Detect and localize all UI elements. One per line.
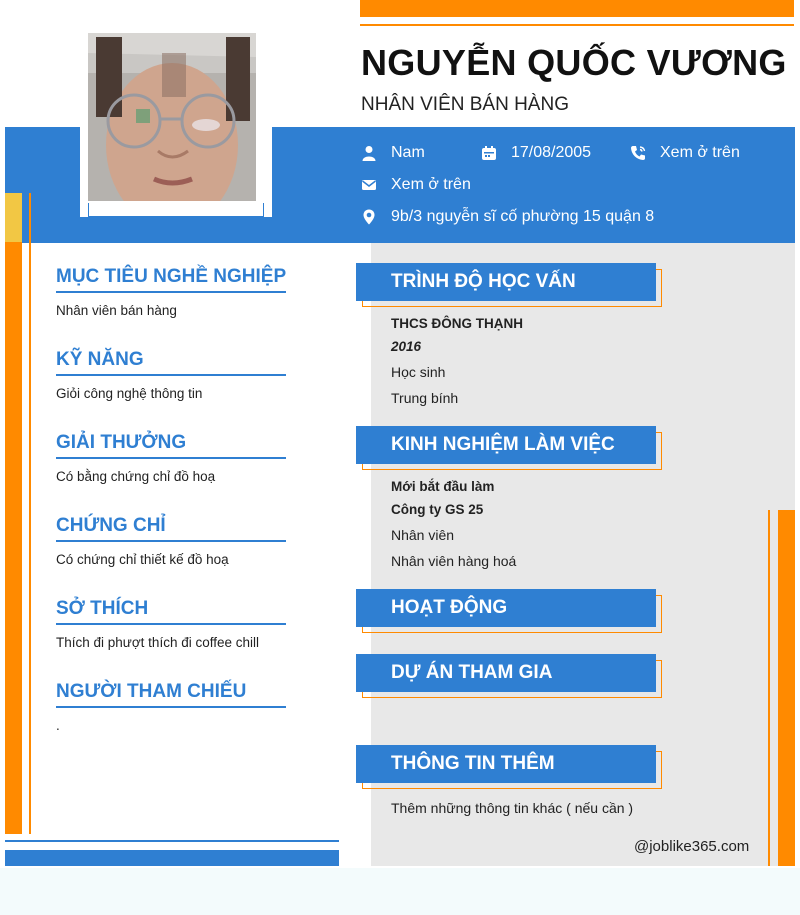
left-accent-yellow <box>5 193 22 242</box>
section-header-projects <box>356 654 662 698</box>
section-content: Giỏi công nghệ thông tin <box>56 386 203 401</box>
phone-value: Xem ở trên <box>660 144 740 161</box>
section-certificates <box>56 515 286 567</box>
section-content: Nhân viên bán hàng <box>56 303 177 318</box>
section-title: SỞ THÍCH <box>56 598 286 625</box>
experience-company: Công ty GS 25 <box>391 502 484 517</box>
contact-email <box>361 176 471 194</box>
experience-period: Mới bắt đầu làm <box>391 479 495 494</box>
experience-role: Nhân viên <box>391 527 455 543</box>
section-header-experience <box>356 426 662 470</box>
section-content: Có chứng chỉ thiết kế đồ hoạ <box>56 552 229 567</box>
section-title: KỸ NĂNG <box>56 349 286 376</box>
education-school: THCS ĐÔNG THẠNH <box>391 316 523 331</box>
section-references <box>56 681 286 733</box>
address-value: 9b/3 nguyễn sĩ cố phường 15 quận 8 <box>391 208 655 225</box>
right-accent-orange <box>778 510 795 866</box>
section-content: Thích đi phượt thích đi coffee chill <box>56 635 259 650</box>
candidate-position: NHÂN VIÊN BÁN HÀNG <box>361 94 569 115</box>
top-accent-bar <box>360 0 794 17</box>
top-accent-line <box>360 24 794 26</box>
education-grade: Trung bính <box>391 390 459 406</box>
section-awards <box>56 432 286 484</box>
section-title: KINH NGHIỆM LÀM VIỆC <box>391 434 615 455</box>
email-icon <box>361 177 377 193</box>
email-value: Xem ở trên <box>391 176 471 193</box>
birthday-value: 17/08/2005 <box>511 144 592 161</box>
section-title: DỰ ÁN THAM GIA <box>391 662 553 683</box>
section-header-activities <box>356 589 662 633</box>
calendar-icon <box>481 145 497 161</box>
bottom-accent-bar <box>5 850 339 866</box>
avatar <box>88 33 256 201</box>
gender-value: Nam <box>391 144 425 161</box>
section-skills <box>56 349 286 401</box>
contact-birthday <box>481 144 591 162</box>
contact-phone <box>630 144 740 162</box>
section-title: MỤC TIÊU NGHỀ NGHIỆP <box>56 266 286 293</box>
section-career-objective <box>56 266 286 318</box>
experience-description: Nhân viên hàng hoá <box>391 553 517 569</box>
section-content: Có bằng chứng chỉ đồ hoạ <box>56 469 216 484</box>
user-icon <box>361 145 377 161</box>
extra-content: Thêm những thông tin khác ( nếu cần ) <box>391 800 634 816</box>
phone-icon <box>630 145 646 161</box>
section-title: HOẠT ĐỘNG <box>391 597 508 618</box>
section-title: THÔNG TIN THÊM <box>391 753 555 774</box>
section-content: . <box>56 718 60 733</box>
contact-gender <box>361 144 425 162</box>
footer-watermark: @joblike365.com <box>634 838 750 855</box>
right-accent-line <box>768 510 770 866</box>
left-accent-line <box>29 193 31 834</box>
section-title: GIẢI THƯỞNG <box>56 432 286 459</box>
section-title: CHỨNG CHỈ <box>56 515 286 542</box>
contact-address <box>361 208 654 226</box>
left-accent-orange <box>5 242 22 834</box>
candidate-name: NGUYỄN QUỐC VƯƠNG <box>361 42 787 83</box>
photo-frame-outline <box>88 203 264 217</box>
section-header-education <box>356 263 662 307</box>
bottom-accent-line <box>5 840 339 842</box>
section-title: TRÌNH ĐỘ HỌC VẤN <box>391 271 576 292</box>
section-header-extra <box>356 745 662 789</box>
education-major: Học sinh <box>391 364 446 380</box>
education-year: 2016 <box>391 339 422 354</box>
section-hobbies <box>56 598 286 650</box>
location-icon <box>361 209 377 225</box>
section-title: NGƯỜI THAM CHIẾU <box>56 681 286 708</box>
